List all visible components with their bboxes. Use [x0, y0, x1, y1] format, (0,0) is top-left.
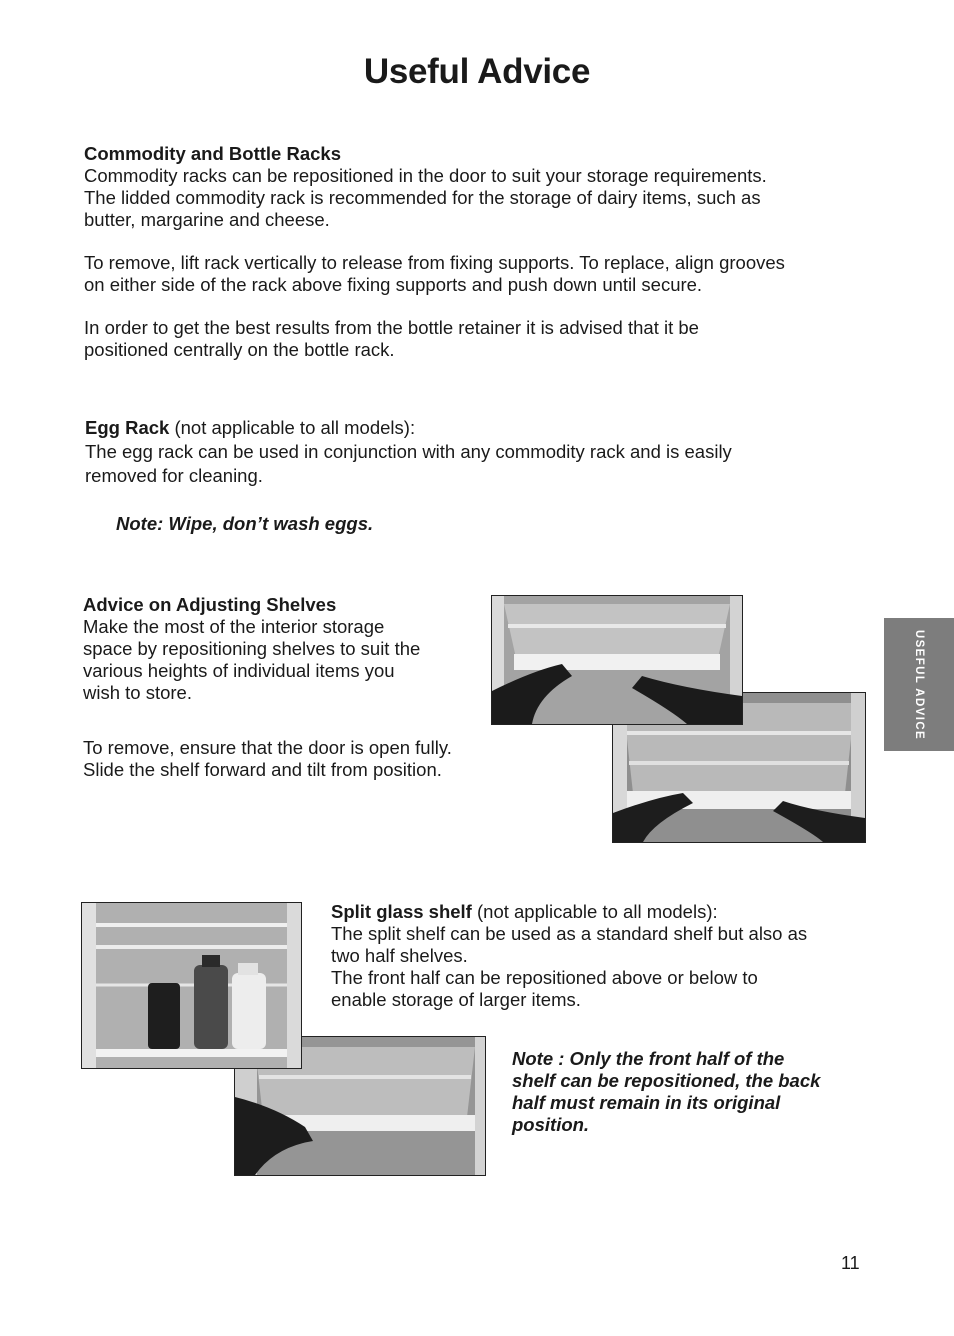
- split-shelf-heading: Split glass shelf: [331, 901, 472, 922]
- shelves-section: [83, 594, 483, 704]
- shelves-text-line: Slide the shelf forward and tilt from position.: [83, 759, 442, 780]
- commodity-text-line: To remove, lift rack vertically to release from fixing supports. To replace, align grooves: [84, 252, 785, 273]
- split-shelf-note-line: position.: [512, 1114, 590, 1135]
- split-shelf-bottles-photo: [81, 902, 302, 1069]
- shelf-adjust-photo: [491, 595, 743, 725]
- shelves-text-line: various heights of individual items you: [83, 660, 395, 681]
- shelves-heading: Advice on Adjusting Shelves: [83, 594, 337, 615]
- split-shelf-section: [331, 901, 871, 1011]
- egg-rack-section: [85, 416, 865, 488]
- section-side-tab: [884, 618, 954, 751]
- commodity-text-line: The lidded commodity rack is recommended for the storage of dairy items, such as: [84, 187, 761, 208]
- commodity-section: [84, 143, 874, 361]
- shelves-text-line: To remove, ensure that the door is open fully.: [83, 737, 452, 758]
- egg-rack-heading-suffix: (not applicable to all models):: [169, 417, 416, 438]
- split-shelf-note-line: Note : Only the front half of the: [512, 1048, 785, 1069]
- commodity-heading: Commodity and Bottle Racks: [84, 143, 341, 164]
- split-shelf-heading-line: [331, 901, 871, 923]
- split-shelf-text-line: The split shelf can be used as a standard shelf but also as: [331, 923, 808, 944]
- split-shelf-note-line: shelf can be repositioned, the back: [512, 1070, 821, 1091]
- split-shelf-text-line: two half shelves.: [331, 945, 468, 966]
- egg-rack-text-line: removed for cleaning.: [85, 465, 263, 486]
- split-shelf-note-line: half must remain in its original: [512, 1092, 781, 1113]
- split-shelf-note: [512, 1048, 862, 1136]
- egg-rack-text-line: The egg rack can be used in conjunction with any commodity rack and is easily: [85, 441, 732, 462]
- shelves-text-line: Make the most of the interior storage: [83, 616, 385, 637]
- egg-rack-note: Note: Wipe, don’t wash eggs.: [116, 513, 374, 534]
- shelves-removal-text: [83, 737, 503, 781]
- shelves-text-line: wish to store.: [83, 682, 192, 703]
- side-tab-label: USEFUL ADVICE: [913, 629, 925, 740]
- egg-rack-heading: Egg Rack: [85, 417, 170, 438]
- commodity-text-line: on either side of the rack above fixing supports and push down until secure.: [84, 274, 703, 295]
- commodity-text-line: In order to get the best results from the bottle retainer it is advised that it be: [84, 317, 699, 338]
- page-number: 11: [841, 1253, 860, 1273]
- split-shelf-heading-suffix: (not applicable to all models):: [471, 901, 718, 922]
- split-shelf-text-line: enable storage of larger items.: [331, 989, 581, 1010]
- shelves-text-line: space by repositioning shelves to suit the: [83, 638, 421, 659]
- split-shelf-text-line: The front half can be repositioned above or below to: [331, 967, 758, 988]
- page-title: Useful Advice: [363, 52, 591, 91]
- egg-rack-heading-line: [85, 416, 865, 440]
- commodity-text-line: butter, margarine and cheese.: [84, 209, 330, 230]
- commodity-text-line: positioned centrally on the bottle rack.: [84, 339, 395, 360]
- commodity-text-line: Commodity racks can be repositioned in the door to suit your storage requirements.: [84, 165, 767, 186]
